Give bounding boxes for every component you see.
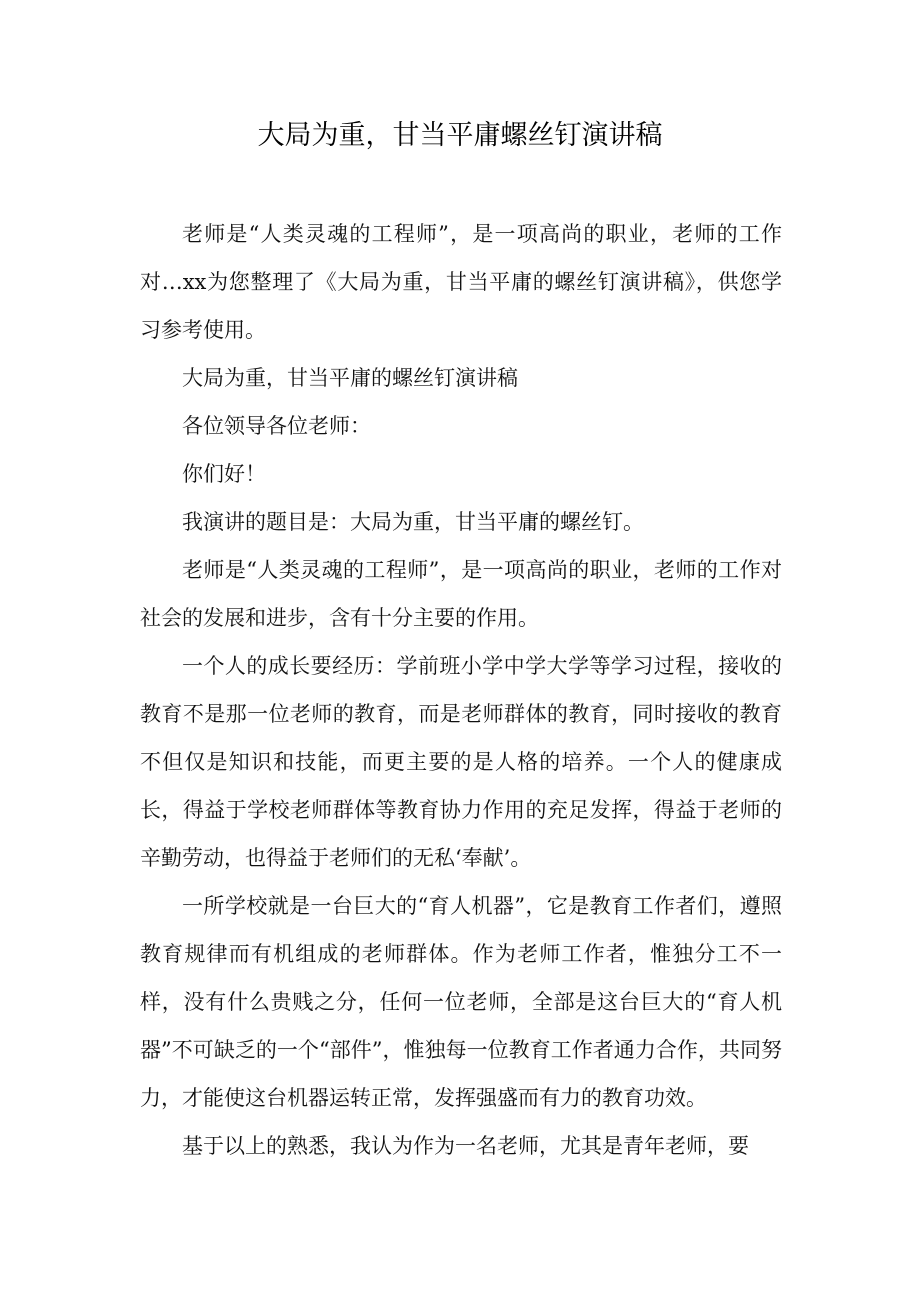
paragraph-speech-title: 大局为重，甘当平庸的螺丝钉演讲稿 <box>182 366 518 390</box>
paragraph-greeting: 你们好！ <box>182 462 266 486</box>
paragraph-conclusion: 基于以上的熟悉，我认为作为一名老师，尤其是青年老师，要 <box>182 1134 749 1158</box>
document-title: 大局为重，甘当平庸螺丝钉演讲稿 <box>257 120 663 151</box>
paragraph-salutation: 各位领导各位老师： <box>182 414 371 438</box>
paragraph-growth: 一个人的成长要经历：学前班小学中学大学等学习过程，接收的教育不是那一位老师的教育，而是老师群体的教育，同时接收的教育不但仅是知识和技能，而更主要的是人格的培养。一个人的健康成长，得益于学校老师群体等教育协力作用的充足发挥，得益于老师的辛勤劳动，也得益于老师们的无私‘奉献’。 <box>140 654 782 870</box>
paragraph-intro: 老师是“人类灵魂的工程师”，是一项高尚的职业，老师的工作对…xx为您整理了《大局为重，甘当平庸的螺丝钉演讲稿》，供您学习参考使用。 <box>140 222 782 342</box>
document-body <box>140 210 782 1170</box>
paragraph-topic: 我演讲的题目是：大局为重，甘当平庸的螺丝钉。 <box>182 510 644 534</box>
paragraph-school-machine: 一所学校就是一台巨大的“育人机器”，它是教育工作者们，遵照教育规律而有机组成的老师群体。作为老师工作者，惟独分工不一样，没有什么贵贱之分，任何一位老师，全部是这台巨大的“育人机器”不可缺乏的一个“部件”，惟独每一位教育工作者通力合作，共同努力，才能使这台机器运转正常，发挥强盛而有力的教育功效。 <box>140 894 782 1110</box>
paragraph-teacher-role: 老师是“人类灵魂的工程师”，是一项高尚的职业，老师的工作对社会的发展和进步，含有十分主要的作用。 <box>140 558 782 630</box>
